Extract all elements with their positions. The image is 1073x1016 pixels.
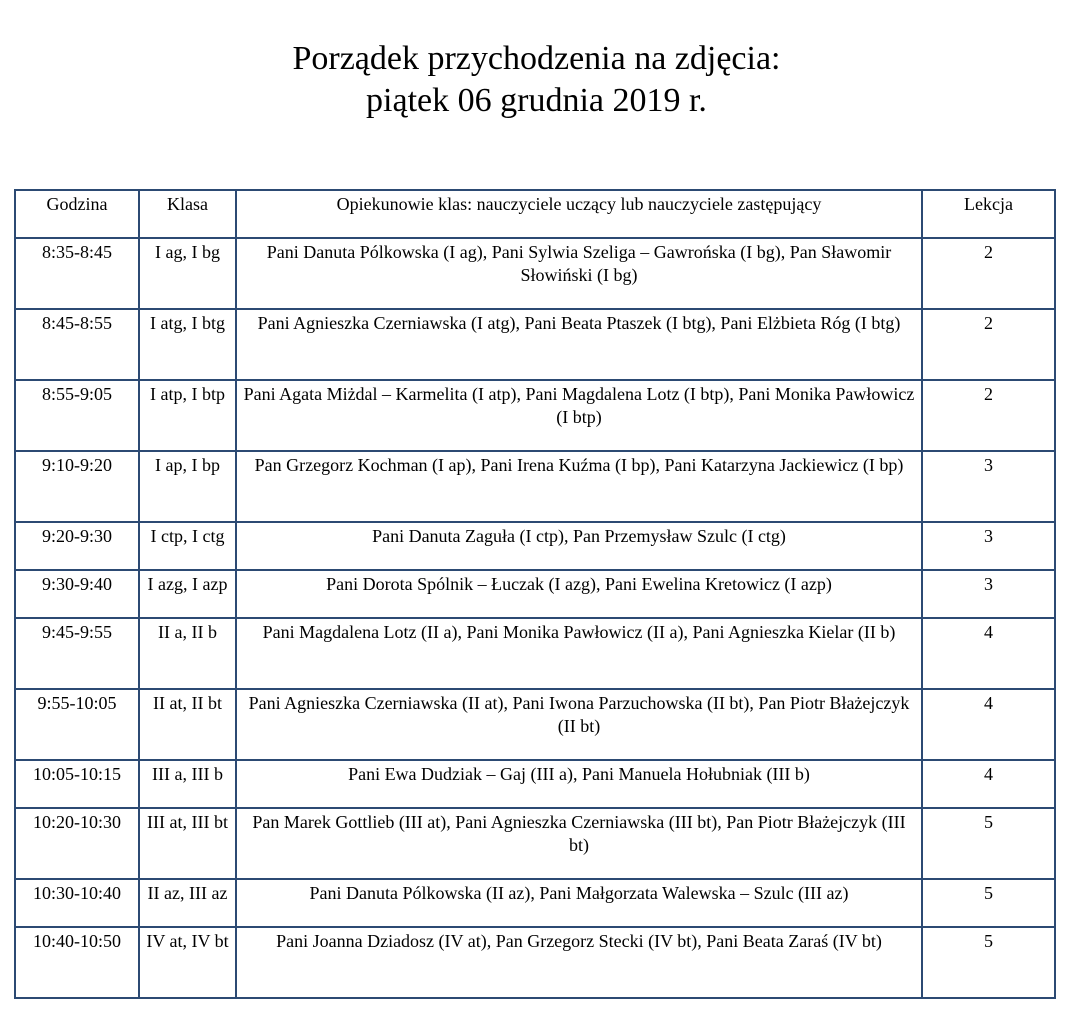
cell-lesson: 4	[922, 618, 1055, 689]
cell-lesson: 5	[922, 879, 1055, 927]
cell-class: I atp, I btp	[139, 380, 236, 451]
cell-class: I ag, I bg	[139, 238, 236, 309]
cell-time: 8:35-8:45	[15, 238, 139, 309]
cell-class: II a, II b	[139, 618, 236, 689]
cell-lesson: 3	[922, 570, 1055, 618]
cell-lesson: 2	[922, 238, 1055, 309]
cell-time: 10:30-10:40	[15, 879, 139, 927]
schedule-table	[14, 189, 1056, 999]
document-title	[0, 38, 1073, 122]
cell-class: I ap, I bp	[139, 451, 236, 522]
cell-time: 10:05-10:15	[15, 760, 139, 808]
title-line-2: piątek 06 grudnia 2019 r.	[366, 82, 707, 119]
cell-time: 9:45-9:55	[15, 618, 139, 689]
table-row	[15, 618, 1055, 689]
table-row	[15, 451, 1055, 522]
cell-time: 8:55-9:05	[15, 380, 139, 451]
table-row	[15, 380, 1055, 451]
header-lesson: Lekcja	[922, 190, 1055, 238]
title-line-1: Porządek przychodzenia na zdjęcia:	[292, 40, 781, 77]
header-teachers: Opiekunowie klas: nauczyciele uczący lub nauczyciele zastępujący	[236, 190, 922, 238]
cell-teachers: Pani Joanna Dziadosz (IV at), Pan Grzegorz Stecki (IV bt), Pani Beata Zaraś (IV bt)	[236, 927, 922, 998]
cell-lesson: 3	[922, 451, 1055, 522]
header-class: Klasa	[139, 190, 236, 238]
cell-class: IV at, IV bt	[139, 927, 236, 998]
table-row	[15, 760, 1055, 808]
cell-time: 9:10-9:20	[15, 451, 139, 522]
cell-class: I atg, I btg	[139, 309, 236, 380]
cell-teachers: Pani Danuta Zaguła (I ctp), Pan Przemysław Szulc (I ctg)	[236, 522, 922, 570]
cell-lesson: 2	[922, 380, 1055, 451]
cell-lesson: 5	[922, 927, 1055, 998]
table-row	[15, 238, 1055, 309]
cell-class: III a, III b	[139, 760, 236, 808]
cell-time: 10:20-10:30	[15, 808, 139, 879]
table-row	[15, 927, 1055, 998]
table-row	[15, 808, 1055, 879]
cell-lesson: 2	[922, 309, 1055, 380]
cell-class: I ctp, I ctg	[139, 522, 236, 570]
cell-teachers: Pani Agnieszka Czerniawska (I atg), Pani Beata Ptaszek (I btg), Pani Elżbieta Róg (I btg)	[236, 309, 922, 380]
cell-time: 8:45-8:55	[15, 309, 139, 380]
cell-class: I azg, I azp	[139, 570, 236, 618]
cell-time: 9:55-10:05	[15, 689, 139, 760]
cell-class: III at, III bt	[139, 808, 236, 879]
cell-teachers: Pani Agata Miżdal – Karmelita (I atp), Pani Magdalena Lotz (I btp), Pani Monika Pawłowicz (I btp)	[236, 380, 922, 451]
header-time: Godzina	[15, 190, 139, 238]
cell-teachers: Pani Agnieszka Czerniawska (II at), Pani Iwona Parzuchowska (II bt), Pan Piotr Błażejczyk (II bt)	[236, 689, 922, 760]
table-row	[15, 522, 1055, 570]
cell-class: II at, II bt	[139, 689, 236, 760]
cell-time: 9:20-9:30	[15, 522, 139, 570]
cell-teachers: Pani Magdalena Lotz (II a), Pani Monika Pawłowicz (II a), Pani Agnieszka Kielar (II b)	[236, 618, 922, 689]
cell-lesson: 4	[922, 760, 1055, 808]
cell-teachers: Pan Marek Gottlieb (III at), Pani Agnieszka Czerniawska (III bt), Pan Piotr Błażejczyk (III bt)	[236, 808, 922, 879]
table-row	[15, 309, 1055, 380]
cell-time: 9:30-9:40	[15, 570, 139, 618]
cell-teachers: Pani Dorota Spólnik – Łuczak (I azg), Pani Ewelina Kretowicz (I azp)	[236, 570, 922, 618]
cell-time: 10:40-10:50	[15, 927, 139, 998]
cell-teachers: Pani Danuta Pólkowska (II az), Pani Małgorzata Walewska – Szulc (III az)	[236, 879, 922, 927]
table-header-row	[15, 190, 1055, 238]
cell-teachers: Pani Danuta Pólkowska (I ag), Pani Sylwia Szeliga – Gawrońska (I bg), Pan Sławomir Słowiński (I bg)	[236, 238, 922, 309]
cell-lesson: 3	[922, 522, 1055, 570]
cell-lesson: 5	[922, 808, 1055, 879]
cell-teachers: Pani Ewa Dudziak – Gaj (III a), Pani Manuela Hołubniak (III b)	[236, 760, 922, 808]
table-row	[15, 879, 1055, 927]
cell-class: II az, III az	[139, 879, 236, 927]
table-row	[15, 570, 1055, 618]
cell-lesson: 4	[922, 689, 1055, 760]
cell-teachers: Pan Grzegorz Kochman (I ap), Pani Irena Kuźma (I bp), Pani Katarzyna Jackiewicz (I bp)	[236, 451, 922, 522]
table-row	[15, 689, 1055, 760]
